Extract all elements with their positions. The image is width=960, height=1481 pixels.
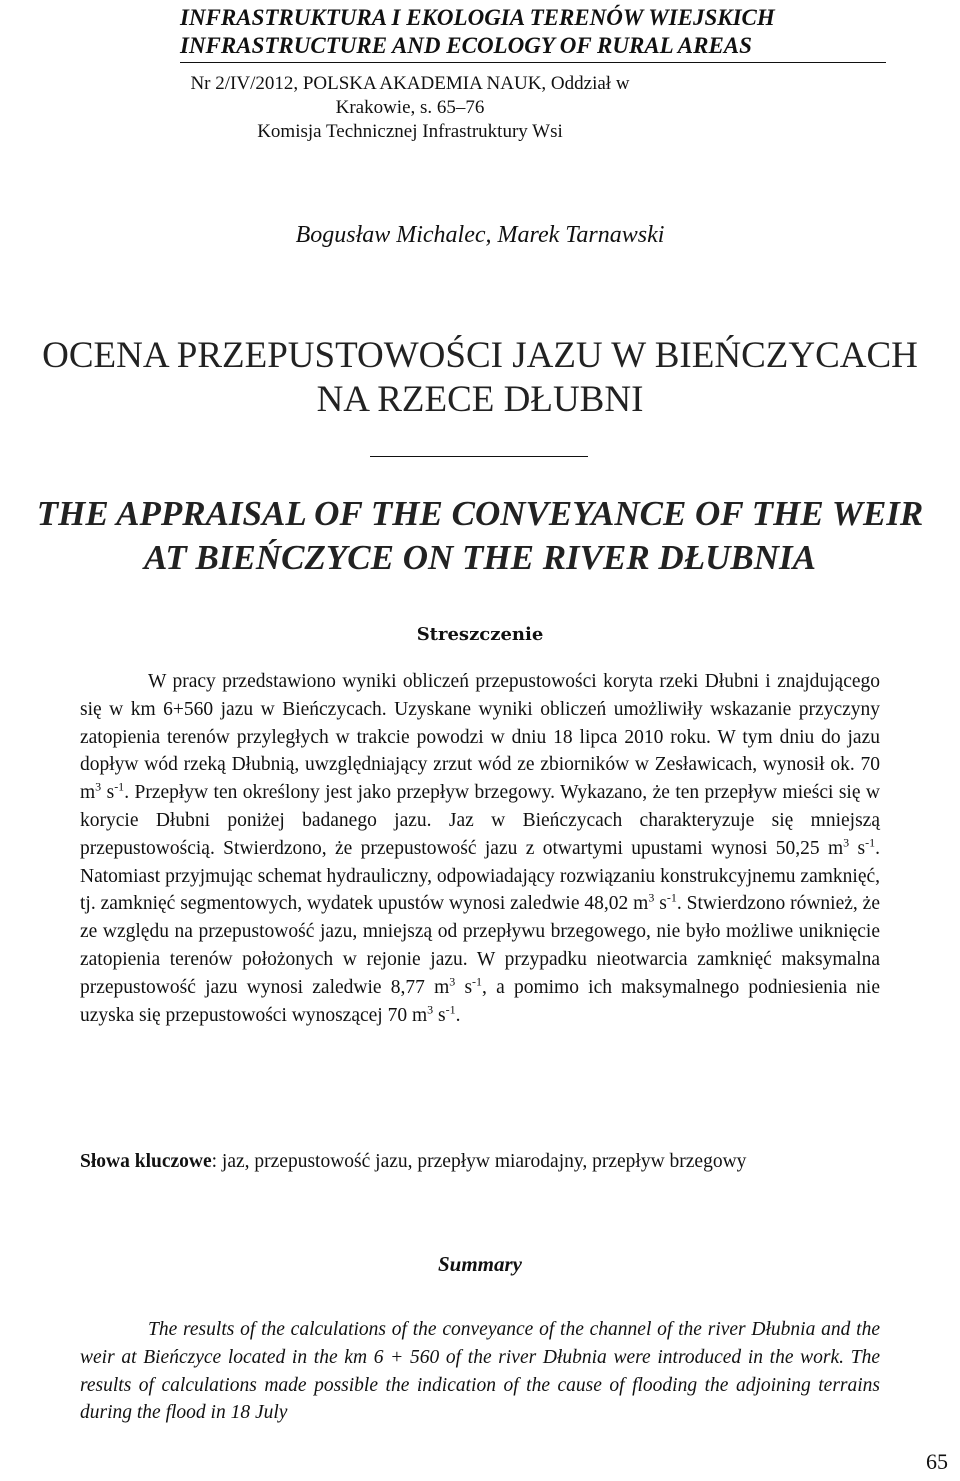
- keywords: [80, 1148, 880, 1176]
- abstract-body: [80, 668, 880, 1029]
- title-polish: [0, 334, 960, 422]
- title-polish-line1: OCENA PRZEPUSTOWOŚCI JAZU W BIEŃCZYCACH: [42, 335, 918, 376]
- header-rule: [180, 62, 886, 63]
- title-polish-line2: NA RZECE DŁUBNI: [316, 379, 644, 420]
- title-english-line2: AT BIEŃCZYCE ON THE RIVER DŁUBNIA: [144, 538, 816, 577]
- abstract-heading: Streszczenie: [416, 624, 544, 645]
- keywords-label: Słowa kluczowe: [80, 1151, 212, 1172]
- journal-title-pl: INFRASTRUKTURA I EKOLOGIA TERENÓW WIEJSKICH: [180, 5, 775, 30]
- issue-line: Nr 2/IV/2012, POLSKA AKADEMIA NAUK, Oddział w Krakowie, s. 65–76: [190, 73, 630, 118]
- summary-paragraph: The results of the calculations of the conveyance of the channel of the river Dłubnia and the weir at Bieńczyce located in the km 6 + 560 of the river Dłubnia were introduced in the work. The results of calculations made possible the indication of the cause of flooding the adjoining terrains during the flood in 18 July: [80, 1319, 880, 1424]
- issue-info: [180, 72, 640, 144]
- journal-title: [180, 4, 775, 60]
- keywords-text: : jaz, przepustowość jazu, przepływ miarodajny, przepływ brzegowy: [211, 1151, 747, 1172]
- journal-title-en: INFRASTRUCTURE AND ECOLOGY OF RURAL AREAS: [180, 33, 752, 58]
- title-english: [0, 492, 960, 580]
- title-divider: [370, 456, 588, 457]
- title-english-line1: THE APPRAISAL OF THE CONVEYANCE OF THE WEIR: [36, 494, 924, 533]
- page-number: 65: [926, 1449, 948, 1474]
- abstract-paragraph: W pracy przedstawiono wyniki obliczeń przepustowości koryta rzeki Dłubni i znajdującego się w km 6+560 jazu w Bieńczycach. Uzyskane wyniki obliczeń umożliwiły wskazanie przyczyny zatopienia terenów przyległych w trakcie powodzi w dniu 18 lipca 2010 roku. W tym dniu do jazu dopływ wód rzeką Dłubnią, uwzględniający zrzut wód ze zbiorników w Zesławicach, wynosił ok. 70 $m^3$ $s^{-1}$. Przepływ ten określony jest jako przepływ brzegowy. Wykazano, że ten przepływ mieści się w korycie Dłubni poniżej badanego jazu. Jaz w Bieńczycach charakteryzuje się mniejszą przepustowością. Stwierdzono, że przepustowość jazu z otwartymi upustami wynosi 50,25 $m^3$ $s^{-1}$. Natomiast przyjmując schemat hydrauliczny, odpowiadający rozwiązaniu konstrukcyjnemu zamknięć, tj. zamknięć segmentowych, wydatek upustów wynosi zaledwie 48,02 $m^3$ $s^{-1}$. Stwierdzono również, że ze względu na przepustowość jazu, mniejszą od przepływu brzegowego, nie było możliwe uniknięcie zatopienia terenów położonych w rejonie jazu. W przypadku nieotwarcia zamknięć maksymalna przepustowość jazu wynosi zaledwie 8,77 $m^3$ $s^{-1}$, a pomimo ich maksymalnego podniesienia nie uzyska się przepustowości wynoszącej 70 $m^3$ $s^{-1}$.: [80, 671, 881, 1026]
- summary-heading: Summary: [437, 1252, 523, 1276]
- summary-body: [80, 1316, 880, 1427]
- committee-line: Komisja Technicznej Infrastruktury Wsi: [257, 121, 563, 142]
- authors: Bogusław Michalec, Marek Tarnawski: [295, 222, 665, 248]
